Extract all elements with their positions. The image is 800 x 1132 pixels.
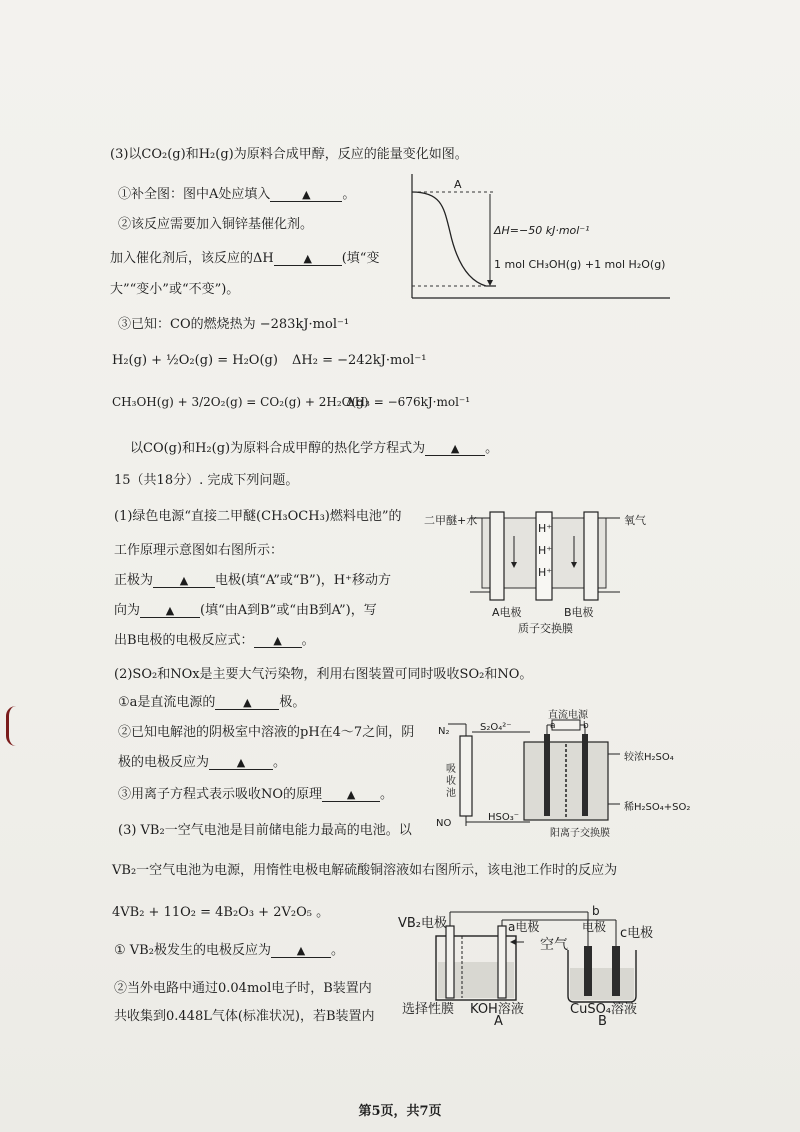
label-a-electrode: a电极	[508, 920, 540, 934]
q15-p3-line3: 4VB₂ + 11O₂ = 4B₂O₃ + 2V₂O₅ 。	[112, 905, 330, 920]
q3-item2: ②该反应需要加入铜锌基催化剂。	[118, 217, 314, 232]
page-footer: 第5页，共7页	[358, 1104, 442, 1119]
q15-p2-item2-line2	[118, 754, 286, 772]
punct: 。	[380, 787, 394, 802]
q15-p3-line1: (3) VB₂一空气电池是目前储电能力最高的电池。以	[118, 823, 412, 838]
cuso4-solution	[570, 968, 634, 1000]
answer-blank[interactable]	[140, 602, 200, 618]
electrode-cathode	[544, 734, 550, 816]
vb2-battery-diagram	[428, 906, 678, 1006]
label-absorber: 吸收池	[446, 764, 456, 799]
triangle-icon: ▲	[165, 604, 175, 617]
absorber-column	[460, 736, 472, 816]
graph-label-product: 1 mol CH₃OH(g) +1 mol H₂O(g)	[494, 258, 666, 271]
energy-curve	[412, 192, 496, 286]
label-a: a	[550, 721, 556, 731]
electrode-b-inert	[584, 946, 592, 996]
label-air: 空气	[540, 937, 568, 953]
q15-p1-line2: 工作原理示意图如右图所示：	[114, 543, 284, 558]
label-koh: KOH溶液	[470, 1002, 524, 1017]
label-electrode: 电极	[582, 920, 607, 934]
triangle-icon: ▲	[450, 442, 460, 455]
q15-p3-item2-line1: ②当外电路中通过0.04mol电子时，B装置内	[114, 981, 372, 996]
label-hso3: HSO₃⁻	[488, 812, 520, 823]
label-dilute: 稀H₂SO₄+SO₂	[624, 802, 691, 813]
q3-item3: ③已知：CO的燃烧热为 −283kJ·mol⁻¹	[118, 317, 350, 332]
q3-item2-line3: 大”“变小”或“不变”)。	[110, 282, 240, 297]
graph-label-dh: ΔH=−50 kJ·mol⁻¹	[494, 224, 590, 237]
label-cation-membrane: 阳离子交换膜	[550, 828, 610, 839]
q15-p2-item2-line1: ②已知电解池的阴极室中溶液的pH在4～7之间，阴	[118, 725, 415, 740]
q3-item1	[118, 186, 355, 204]
label-no: NO	[436, 818, 452, 829]
triangle-icon: ▲	[273, 634, 282, 647]
label-b: b	[583, 721, 589, 731]
q3-item1-text: ①补全图：图中A处应填入	[118, 187, 271, 202]
text: 电极(填“A”或“B”)，H⁺移动方	[215, 573, 391, 588]
q15-p1-line5	[114, 632, 315, 650]
q15-p2-item1	[118, 694, 305, 712]
label-c-electrode: c电极	[620, 926, 654, 941]
electrolysis-diagram	[440, 714, 640, 832]
triangle-icon: ▲	[346, 788, 356, 801]
vb2-electrode	[446, 926, 454, 998]
cell-electrode-b: B电极	[564, 606, 594, 619]
cell-membrane-label: 质子交换膜	[518, 622, 573, 635]
answer-blank[interactable]	[215, 694, 279, 710]
answer-blank[interactable]	[322, 786, 380, 802]
answer-blank[interactable]	[274, 250, 342, 266]
arrow-left-icon	[510, 939, 516, 945]
electrode-a	[490, 512, 504, 600]
punct: 。	[342, 187, 356, 202]
electrode-b	[584, 512, 598, 600]
label-vb2-electrode: VB₂电极	[398, 916, 448, 931]
answer-blank[interactable]	[153, 572, 215, 588]
triangle-icon: ▲	[303, 252, 312, 265]
cell-electrode-a: A电极	[492, 606, 522, 619]
answer-blank[interactable]	[425, 440, 485, 456]
answer-blank[interactable]	[270, 186, 342, 202]
binding-mark	[6, 706, 19, 746]
q15-header: 15（共18分）. 完成下列问题。	[114, 473, 299, 488]
q15-p2-line1: (2)SO₂和NOx是主要大气污染物，利用右图装置可同时吸收SO₂和NO。	[114, 667, 533, 682]
cell-left-input: 二甲醚+水	[424, 514, 478, 527]
q15-p2-item3	[118, 786, 393, 804]
label-n2: N₂	[438, 726, 450, 737]
graph-label-a: A	[454, 178, 462, 191]
q15-p1-line4	[114, 602, 377, 620]
electrode-anode	[582, 734, 588, 816]
eq2-left: CH₃OH(g) + 3/2O₂(g) = CO₂(g) + 2H₂O(g)	[112, 395, 369, 409]
text: 出B电极的电极反应式：	[114, 633, 254, 648]
answer-blank[interactable]	[271, 942, 331, 958]
text: ① VB₂极发生的电极反应为	[114, 943, 271, 958]
eq2-right: ΔH₃ = −676kJ·mol⁻¹	[346, 395, 471, 409]
label-cuso4: CuSO₄溶液	[570, 1002, 638, 1017]
text: ①a是直流电源的	[118, 695, 216, 710]
cell-ion-3: H⁺	[538, 566, 553, 579]
q3-item2-line2	[110, 250, 379, 268]
cell-right-input: 氧气	[624, 514, 646, 527]
answer-blank[interactable]	[209, 754, 273, 770]
text: 极。	[279, 695, 306, 710]
label-device-b: B	[598, 1014, 607, 1029]
q3-item2-pre: 加入催化剂后，该反应的ΔH	[110, 251, 274, 266]
triangle-icon: ▲	[302, 188, 311, 201]
q15-p3-line2: VB₂一空气电池为电源，用惰性电极电解硫酸铜溶液如右图所示，该电池工作时的反应为	[112, 863, 618, 878]
q15-p3-item1	[114, 942, 344, 960]
arrow-head-icon	[487, 280, 493, 286]
triangle-icon: ▲	[296, 944, 306, 957]
punct: 。	[273, 755, 287, 770]
triangle-icon: ▲	[236, 756, 246, 769]
label-dc-power: 直流电源	[548, 710, 588, 721]
text: 向为	[114, 603, 141, 618]
q15-p1-line3	[114, 572, 391, 590]
eq1-right: ΔH₂ = −242kJ·mol⁻¹	[292, 353, 427, 368]
q15-p3-item2-line2: 共收集到0.448L气体(标准状况)，若B装置内	[114, 1009, 375, 1024]
cell-ion-1: H⁺	[538, 522, 553, 535]
answer-blank[interactable]	[254, 632, 302, 648]
dc-power-box	[552, 720, 580, 730]
text: 极的电极反应为	[118, 755, 210, 770]
q3-item3-ask	[130, 440, 498, 458]
q15-p1-line1: (1)绿色电源“直接二甲醚(CH₃OCH₃)燃料电池”的	[114, 509, 402, 524]
q3-item3-ask-text: 以CO(g)和H₂(g)为原料合成甲醇的热化学方程式为	[130, 441, 426, 456]
electrode-c-inert	[612, 946, 620, 996]
triangle-icon: ▲	[179, 574, 189, 587]
text: (填“由A到B”或“由B到A”)，写	[200, 603, 377, 618]
triangle-icon: ▲	[243, 696, 252, 709]
cell-ion-2: H⁺	[538, 544, 553, 557]
label-selective-membrane: 选择性膜	[402, 1002, 455, 1017]
air-electrode	[498, 926, 506, 998]
eq1-left: H₂(g) + ½O₂(g) = H₂O(g)	[112, 353, 278, 368]
punct: 。	[485, 441, 499, 456]
punct: 。	[301, 633, 315, 648]
q3-intro: (3)以CO₂(g)和H₂(g)为原料合成甲醇，反应的能量变化如图。	[110, 147, 468, 162]
text: 正极为	[114, 573, 154, 588]
punct: 。	[330, 943, 344, 958]
label-device-a: A	[494, 1014, 503, 1029]
q3-item2-post: (填“变	[341, 251, 380, 266]
label-conc-h2so4: 较浓H₂SO₄	[624, 752, 674, 763]
label-b: b	[592, 904, 600, 918]
text: ③用离子方程式表示吸收NO的原理	[118, 787, 323, 802]
label-s2o4: S₂O₄²⁻	[480, 722, 512, 733]
